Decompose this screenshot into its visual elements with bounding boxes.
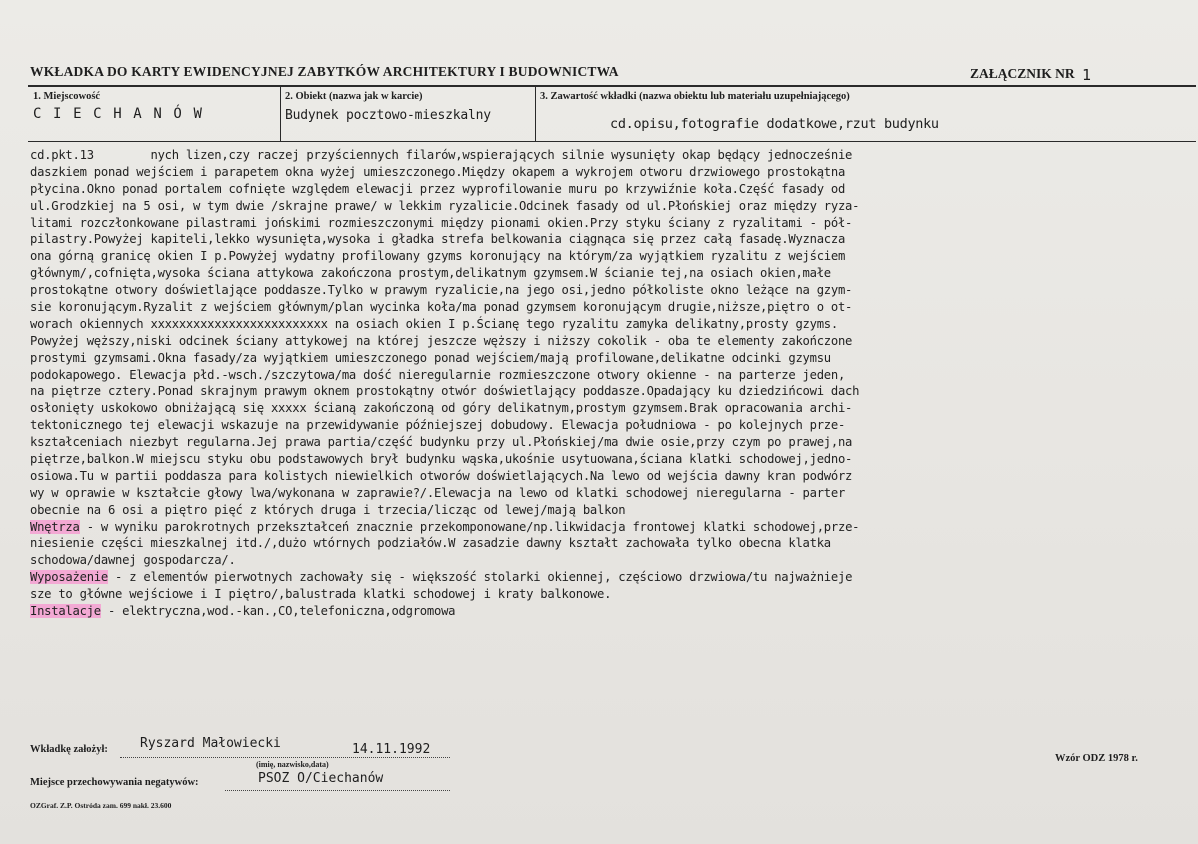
text-line: piętrze,balkon.W miejscu styku obu podstawowych brył budynku wąska,ukośnie usytuowana,ściana klatki schodowej,jedno- [30, 452, 853, 467]
text-line: ona górną granicę okien I p.Powyżej wydatny profilowany gzyms koronujący na którym/za wyjątkiem ryzalitu z wejściem [30, 249, 846, 264]
negatives-storage-value: PSOZ O/Ciechanów [258, 771, 384, 786]
text-line: kształceniach niezbyt regularna.Jej prawa partia/część budynku przy ul.Płońskiej/ma dwie osie,przy czym po prawej,na [30, 435, 853, 450]
text-line: daszkiem ponad wejściem i parapetem okna wyżej umieszczonego.Między okapem a wykrojem otworu drzwiowego prostokątna [30, 164, 846, 179]
location-label: 1. Miejscowość [33, 91, 101, 102]
text-line: sze to główne wejściowe i I piętro/,balustrada klatki schodowej i kraty balkonowe. [30, 587, 612, 602]
content-label: 3. Zawartość wkładki (nazwa obiektu lub materiału uzupełniającego) [540, 91, 850, 102]
text-line: osłonięty uskokowo obniżającą się xxxxx ścianą zakończoną od góry delikatnym,prostym gzymsem.Brak opracowania archi- [30, 401, 853, 416]
negatives-storage-label: Miejsce przechowywania negatywów: [30, 777, 199, 788]
text-line: pilastry.Powyżej kapiteli,lekko wysunięta,wysoka i gładka strefa belkowania ciągnąca się przez całą fasadę.Wyznacza [30, 232, 846, 247]
interior-heading: Wnętrza [30, 519, 80, 534]
text-line: litami rozczłonkowane pilastrami jońskimi rozmieszczonymi między pionami okien.Przy styku ściany z ryzalitami - pół- [30, 215, 853, 230]
field-divider-2 [535, 85, 536, 142]
printer-info: OZGraf. Z.P. Ostróda zam. 699 nakł. 23.600 [30, 801, 172, 810]
text-line: podokapowego. Elewacja płd.-wsch./szczytowa/ma dość nieregularnie rozmieszczone otwory okienne - na parterze jeden, [30, 367, 846, 382]
text-line: prostokątne otwory doświetlające poddasze.Tylko w prawym ryzalicie,na jego osi,jedno półkoliste okno leżące na gzym- [30, 283, 853, 298]
prepared-by-name: Ryszard Małowiecki [140, 736, 281, 751]
text-line: prostymi gzymsami.Okna fasady/za wyjątkiem umieszczonego ponad wejściem/mają profilowane,delikatne odcinki gzymsu [30, 350, 831, 365]
annex-number: 1 [1082, 66, 1092, 84]
text-line: schodowa/dawnej gospodarcza/. [30, 553, 236, 568]
equipment-line: Wyposażenie - z elementów pierwotnych zachowały się - większość stolarki okiennej, częściowo drzwiowa/tu najważnieje [30, 570, 853, 585]
header-rule-top [28, 85, 1196, 87]
text-line: na piętrze cztery.Ponad skrajnym prawym oknem prostokątny otwór doświetlający poddasze.Opadający ku dziedzińcowi dach [30, 384, 860, 399]
prepared-date: 14.11.1992 [352, 742, 431, 757]
prepared-by-hint: (imię, nazwisko,data) [256, 760, 329, 769]
description-text [30, 147, 1195, 620]
installations-heading: Instalacje [30, 604, 101, 619]
text-line: cd.pkt.13 nych lizen,czy raczej przyściennych filarów,wspierających silnie wysunięty okap będący jednocześnie [30, 148, 853, 162]
prepared-by-dotline [120, 757, 450, 758]
text-line: wy w oprawie w kształcie głowy lwa/wykonana w zaprawie?/.Elewacja na lewo od klatki schodowej nieregularna - parter [30, 485, 846, 500]
form-title: WKŁADKA DO KARTY EWIDENCYJNEJ ZABYTKÓW ARCHITEKTURY I BUDOWNICTWA [30, 64, 619, 79]
text-line: tektonicznego tej elewacji wskazuje na przewidywanie późniejszej dobudowy. Elewacja południowa - po kolejnych prze- [30, 418, 846, 433]
installations-line: Instalacje - elektryczna,wod.-kan.,CO,telefoniczna,odgromowa [30, 604, 456, 619]
negatives-storage-dotline [225, 790, 450, 791]
header-rule-bottom [28, 141, 1196, 142]
text-line: płycina.Okno ponad portalem cofnięte względem elewacji przez wyprofilowanie muru po krzywiźnie koła.Część fasady od [30, 181, 846, 196]
object-value: Budynek pocztowo-mieszkalny [285, 108, 491, 123]
interior-line: Wnętrza - w wyniku parokrotnych przekształceń znacznie przekomponowane/np.likwidacja frontowej klatki schodowej,prze- [30, 519, 860, 534]
text-line: obecnie na 6 osi a piętro pięć z których druga i trzecia/licząc od lewej/mają balkon [30, 502, 626, 517]
object-label: 2. Obiekt (nazwa jak w karcie) [285, 91, 423, 102]
annex-label: ZAŁĄCZNIK NR [970, 66, 1075, 81]
text-line: Powyżej węższy,niski odcinek ściany attykowej na której jeszcze węższy i niższy cokolik - oba te elementy zakończone [30, 333, 853, 348]
text-line: głównym/,cofnięta,wysoka ściana attykowa zakończona prostym,delikatnym gzymsem.W ścianie tej,na osiach okien,małe [30, 266, 831, 281]
text-line: niesienie części mieszkalnej itd./,dużo wtórnych podziałów.W zasadzie dawny kształt zachowała tylko obecna klatka [30, 536, 831, 551]
text-line: sie koronującym.Ryzalit z wejściem głównym/plan wycinka koła/ma ponad gzymsem koronującym drugie,niższe,piętro o ot- [30, 300, 853, 315]
equipment-heading: Wyposażenie [30, 570, 108, 585]
text-line: osiowa.Tu w partii poddasza para kolistych niewielkich otworów doświetlających.Na lewo od wejścia dawny kran podwórz [30, 468, 853, 483]
text-line: worach okiennych xxxxxxxxxxxxxxxxxxxxxxxxx na osiach okien I p.Ścianę tego ryzalitu zamyka delikatny,prosty gzyms. [30, 316, 838, 331]
text-line: ul.Grodzkiej na 5 osi, w tym dwie /skrajne prawe/ w lekkim ryzalicie.Odcinek fasady od ul.Płońskiej oraz między ryza- [30, 198, 860, 213]
content-value: cd.opisu,fotografie dodatkowe,rzut budynku [610, 116, 939, 132]
form-code: Wzór ODZ 1978 r. [1055, 753, 1138, 764]
field-divider-1 [280, 85, 281, 142]
prepared-by-label: Wkładkę założył: [30, 744, 108, 755]
location-value: C I E C H A N Ó W [33, 106, 204, 122]
